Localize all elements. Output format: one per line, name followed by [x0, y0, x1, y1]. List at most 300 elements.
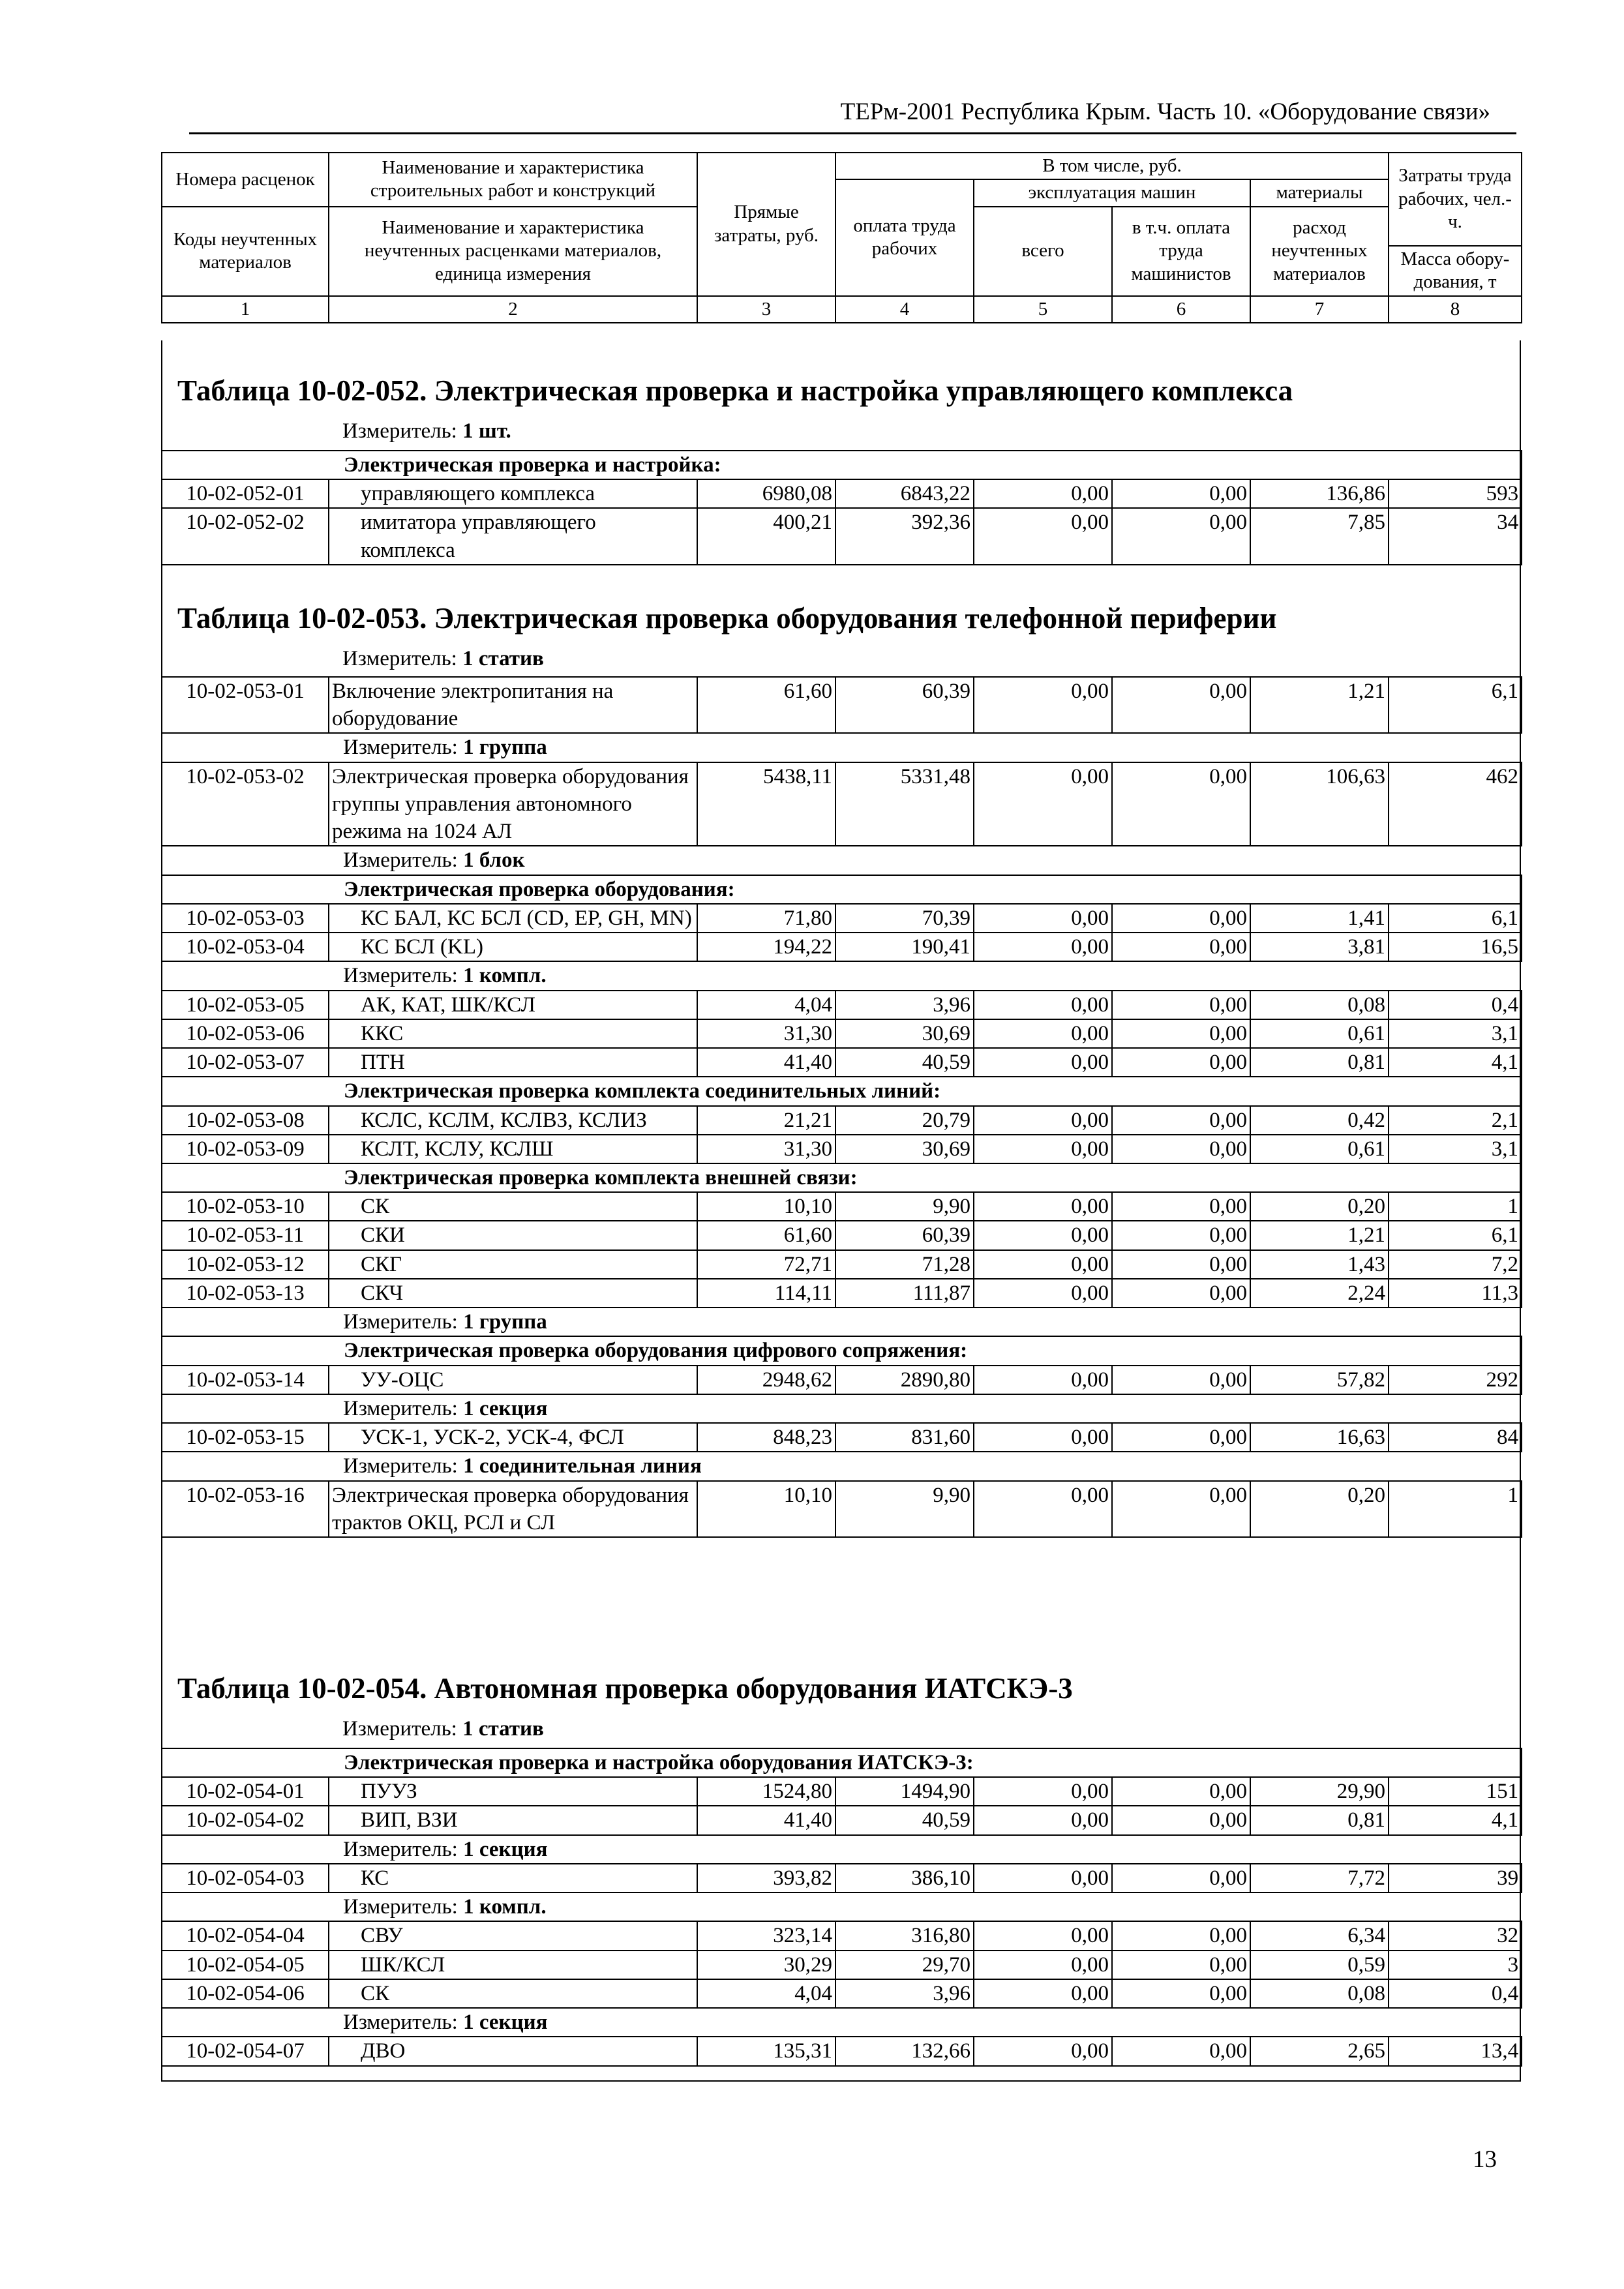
labor-hours: 6,1 [1389, 1221, 1522, 1249]
work-name: ШК/КСЛ [329, 1951, 697, 1979]
work-name: КСЛТ, КСЛУ, КСЛШ [329, 1135, 697, 1163]
work-name: Включение электропитания на оборудование [329, 677, 697, 733]
machinist-pay: 0,00 [1112, 1192, 1250, 1221]
rate-code: 10-02-052-02 [162, 508, 329, 564]
labor-hours: 292 [1389, 1366, 1522, 1394]
work-name: КС БАЛ, КС БСЛ (CD, EP, GH, MN) [329, 904, 697, 933]
labor-hours: 2,1 [1389, 1106, 1522, 1135]
machines-total: 0,00 [974, 1192, 1112, 1221]
materials: 136,86 [1250, 479, 1389, 508]
labor-pay: 3,96 [835, 1979, 974, 2008]
col-6-header: в т.ч. оплата труда машинистов [1112, 207, 1250, 296]
rate-code: 10-02-054-02 [162, 1806, 329, 1834]
rate-code: 10-02-053-13 [162, 1279, 329, 1308]
labor-hours: 84 [1389, 1423, 1522, 1452]
col-2-header-bottom: Наименование и характеристика неучтенных расценками материалов, единица измерения [329, 207, 697, 296]
machinist-pay: 0,00 [1112, 1135, 1250, 1163]
rate-code: 10-02-053-16 [162, 1481, 329, 1537]
table-row [162, 991, 1522, 1019]
labor-pay: 71,28 [835, 1250, 974, 1279]
labor-pay: 3,96 [835, 991, 974, 1019]
rate-code: 10-02-053-10 [162, 1192, 329, 1221]
measure-label: Измеритель: [343, 1454, 458, 1478]
table-row [162, 1019, 1522, 1048]
measure-row [162, 1893, 1522, 1921]
direct-costs: 400,21 [697, 508, 835, 564]
direct-costs: 848,23 [697, 1423, 835, 1452]
table-row [162, 762, 1522, 846]
machinist-pay: 0,00 [1112, 1019, 1250, 1048]
group-row [162, 1077, 1522, 1105]
measure-line [342, 1717, 544, 1741]
labor-pay: 5331,48 [835, 762, 974, 846]
labor-pay: 9,90 [835, 1192, 974, 1221]
direct-costs: 10,10 [697, 1481, 835, 1537]
measure-row [162, 733, 1522, 762]
machinist-pay: 0,00 [1112, 677, 1250, 733]
machinist-pay: 0,00 [1112, 479, 1250, 508]
labor-hours: 1 [1389, 1192, 1522, 1221]
machines-total: 0,00 [974, 1250, 1112, 1279]
materials: 2,65 [1250, 2037, 1389, 2065]
rate-code: 10-02-052-01 [162, 479, 329, 508]
machinist-pay: 0,00 [1112, 1979, 1250, 2008]
measure-value: 1 секция [463, 2011, 548, 2035]
machinist-pay: 0,00 [1112, 2037, 1250, 2065]
labor-pay: 40,59 [835, 1806, 974, 1834]
machines-total: 0,00 [974, 1048, 1112, 1077]
work-name-text: имитатора управляющего комплекса [361, 511, 596, 562]
labor-pay: 60,39 [835, 677, 974, 733]
labor-pay: 30,69 [835, 1135, 974, 1163]
rate-code: 10-02-053-12 [162, 1250, 329, 1279]
direct-costs: 194,22 [697, 933, 835, 961]
group-label: Электрическая проверка комплекта соединительных линий: [162, 1077, 1522, 1105]
materials: 0,81 [1250, 1806, 1389, 1834]
col-number-6: 6 [1112, 296, 1250, 323]
direct-costs: 21,21 [697, 1106, 835, 1135]
labor-hours: 7,2 [1389, 1250, 1522, 1279]
direct-costs: 41,40 [697, 1048, 835, 1077]
rate-code: 10-02-053-11 [162, 1221, 329, 1249]
work-name: СКГ [329, 1250, 697, 1279]
direct-costs: 4,04 [697, 991, 835, 1019]
measure-label: Измеритель: [343, 736, 458, 760]
table-053 [161, 676, 1522, 1538]
machinist-pay: 0,00 [1112, 991, 1250, 1019]
table-row [162, 1864, 1522, 1893]
materials: 16,63 [1250, 1423, 1389, 1452]
machinist-pay: 0,00 [1112, 933, 1250, 961]
labor-pay: 190,41 [835, 933, 974, 961]
table-row [162, 677, 1522, 733]
rate-code: 10-02-053-09 [162, 1135, 329, 1163]
materials: 1,21 [1250, 1221, 1389, 1249]
table-052 [161, 450, 1522, 565]
rate-code: 10-02-054-04 [162, 1921, 329, 1950]
work-name: ККС [329, 1019, 697, 1048]
table-row [162, 1048, 1522, 1077]
measure-label: Измеритель: [343, 1310, 458, 1334]
labor-hours: 32 [1389, 1921, 1522, 1950]
col-number-8: 8 [1389, 296, 1522, 323]
table-row [162, 1366, 1522, 1394]
measure-row [162, 1308, 1522, 1336]
group-label: Электрическая проверка оборудования: [162, 875, 1522, 904]
materials: 6,34 [1250, 1921, 1389, 1950]
measure-label: Измеритель: [343, 964, 458, 988]
table-row [162, 1777, 1522, 1806]
section-title-054: Таблица 10-02-054. Автономная проверка оборудования ИАТСКЭ-3 [177, 1672, 1073, 1705]
table-row [162, 1279, 1522, 1308]
group-row [162, 875, 1522, 904]
rate-code: 10-02-054-01 [162, 1777, 329, 1806]
direct-costs: 5438,11 [697, 762, 835, 846]
measure-label: Измеритель: [342, 1717, 457, 1741]
table-row [162, 1221, 1522, 1249]
work-name: УУ-ОЦС [329, 1366, 697, 1394]
materials: 0,61 [1250, 1135, 1389, 1163]
table-row [162, 1951, 1522, 1979]
materials: 0,81 [1250, 1048, 1389, 1077]
table-row [162, 1979, 1522, 2008]
direct-costs: 323,14 [697, 1921, 835, 1950]
labor-hours: 3,1 [1389, 1135, 1522, 1163]
machinist-pay: 0,00 [1112, 1221, 1250, 1249]
direct-costs: 393,82 [697, 1864, 835, 1893]
labor-hours: 151 [1389, 1777, 1522, 1806]
measure-value: 1 компл. [463, 1895, 547, 1919]
materials: 7,72 [1250, 1864, 1389, 1893]
col-8-header-top: Затраты труда рабочих, чел.-ч. [1389, 153, 1522, 246]
machinist-pay: 0,00 [1112, 1481, 1250, 1537]
labor-hours: 4,1 [1389, 1048, 1522, 1077]
work-name: АК, КАТ, ШК/КСЛ [329, 991, 697, 1019]
direct-costs: 2948,62 [697, 1366, 835, 1394]
col-2-header-top: Наименование и характеристика строительных работ и конструкций [329, 153, 697, 207]
measure-row [162, 961, 1522, 990]
rate-code: 10-02-053-05 [162, 991, 329, 1019]
labor-pay: 132,66 [835, 2037, 974, 2065]
work-name: УСК-1, УСК-2, УСК-4, ФСЛ [329, 1423, 697, 1452]
measure-row [162, 1394, 1522, 1423]
labor-pay: 30,69 [835, 1019, 974, 1048]
incl-header: В том числе, руб. [835, 153, 1389, 179]
machinist-pay: 0,00 [1112, 1806, 1250, 1834]
rate-code: 10-02-053-03 [162, 904, 329, 933]
measure-row [162, 1452, 1522, 1480]
labor-hours: 0,4 [1389, 991, 1522, 1019]
rate-code: 10-02-053-08 [162, 1106, 329, 1135]
running-header: ТЕРм-2001 Республика Крым. Часть 10. «Оборудование связи» [840, 98, 1490, 125]
materials: 1,43 [1250, 1250, 1389, 1279]
labor-hours: 13,4 [1389, 2037, 1522, 2065]
labor-pay: 29,70 [835, 1951, 974, 1979]
table-row [162, 933, 1522, 961]
machines-total: 0,00 [974, 1135, 1112, 1163]
column-header-table [161, 152, 1522, 323]
measure-label: Измеритель: [342, 419, 457, 443]
direct-costs: 61,60 [697, 1221, 835, 1249]
measure-value: 1 секция [463, 1396, 548, 1420]
materials: 0,20 [1250, 1192, 1389, 1221]
labor-pay: 386,10 [835, 1864, 974, 1893]
header-rule [189, 132, 1516, 134]
group-label: Электрическая проверка и настройка: [162, 451, 1522, 479]
col-number-3: 3 [697, 296, 835, 323]
work-name: СКЧ [329, 1279, 697, 1308]
machinist-pay: 0,00 [1112, 1864, 1250, 1893]
labor-pay: 60,39 [835, 1221, 974, 1249]
materials: 7,85 [1250, 508, 1389, 564]
table-row [162, 479, 1522, 508]
labor-hours: 3 [1389, 1951, 1522, 1979]
rate-code: 10-02-053-15 [162, 1423, 329, 1452]
table-054 [161, 1748, 1522, 2067]
labor-hours: 0,4 [1389, 1979, 1522, 2008]
measure-value: 1 компл. [463, 964, 547, 988]
machinist-pay: 0,00 [1112, 1048, 1250, 1077]
page-number: 13 [1473, 2146, 1497, 2173]
work-name: ПУУЗ [329, 1777, 697, 1806]
table-row [162, 1921, 1522, 1950]
materials: 0,61 [1250, 1019, 1389, 1048]
work-name: Электрическая проверка оборудования трактов ОКЦ, РСЛ и СЛ [329, 1481, 697, 1537]
machines-total: 0,00 [974, 762, 1112, 846]
rate-code: 10-02-053-14 [162, 1366, 329, 1394]
direct-costs: 10,10 [697, 1192, 835, 1221]
group-row [162, 1336, 1522, 1365]
col-number-7: 7 [1250, 296, 1389, 323]
measure-label: Измеритель: [342, 647, 457, 670]
machines-total: 0,00 [974, 1921, 1112, 1950]
materials: 0,08 [1250, 1979, 1389, 2008]
measure-value: 1 соединительная линия [463, 1454, 702, 1478]
work-name: СК [329, 1192, 697, 1221]
table-row [162, 1423, 1522, 1452]
rate-code: 10-02-054-06 [162, 1979, 329, 2008]
work-name: КС БСЛ (KL) [329, 933, 697, 961]
measure-value: 1 группа [463, 1310, 547, 1334]
labor-hours: 6,1 [1389, 677, 1522, 733]
machines-total: 0,00 [974, 1221, 1112, 1249]
materials: 0,42 [1250, 1106, 1389, 1135]
labor-hours: 34 [1389, 508, 1522, 564]
machines-total: 0,00 [974, 1864, 1112, 1893]
machines-total: 0,00 [974, 479, 1112, 508]
work-name: ВИП, ВЗИ [329, 1806, 697, 1834]
labor-pay: 392,36 [835, 508, 974, 564]
labor-pay: 9,90 [835, 1481, 974, 1537]
machines-total: 0,00 [974, 1366, 1112, 1394]
machinist-pay: 0,00 [1112, 508, 1250, 564]
labor-hours: 593 [1389, 479, 1522, 508]
labor-hours: 4,1 [1389, 1806, 1522, 1834]
materials: 2,24 [1250, 1279, 1389, 1308]
measure-label: Измеритель: [343, 1396, 458, 1420]
table-row [162, 1106, 1522, 1135]
direct-costs: 114,11 [697, 1279, 835, 1308]
materials: 1,21 [1250, 677, 1389, 733]
machinist-pay: 0,00 [1112, 1777, 1250, 1806]
table-row [162, 1135, 1522, 1163]
work-name: КСЛС, КСЛМ, КСЛВЗ, КСЛИЗ [329, 1106, 697, 1135]
machines-total: 0,00 [974, 1979, 1112, 2008]
measure-value: 1 секция [463, 1837, 548, 1861]
labor-pay: 831,60 [835, 1423, 974, 1452]
col-8-header-bottom: Масса обору-дования, т [1389, 246, 1522, 296]
labor-pay: 1494,90 [835, 1777, 974, 1806]
machines-total: 0,00 [974, 1019, 1112, 1048]
labor-pay: 6843,22 [835, 479, 974, 508]
work-name: СКИ [329, 1221, 697, 1249]
machines-total: 0,00 [974, 2037, 1112, 2065]
materials: 0,08 [1250, 991, 1389, 1019]
rate-code: 10-02-053-02 [162, 762, 329, 846]
measure-line [342, 647, 544, 671]
labor-hours: 11,3 [1389, 1279, 1522, 1308]
rate-code: 10-02-053-01 [162, 677, 329, 733]
machinist-pay: 0,00 [1112, 904, 1250, 933]
work-name: Электрическая проверка оборудования группы управления автономного режима на 1024 АЛ [329, 762, 697, 846]
col-7-header: расход неучтенных материалов [1250, 207, 1389, 296]
machines-total: 0,00 [974, 933, 1112, 961]
machines-total: 0,00 [974, 904, 1112, 933]
table-row [162, 1481, 1522, 1537]
col-1-header-top: Номера расценок [162, 153, 329, 207]
measure-row [162, 1835, 1522, 1864]
measure-value: 1 блок [463, 848, 525, 873]
direct-costs: 4,04 [697, 1979, 835, 2008]
materials: 106,63 [1250, 762, 1389, 846]
materials: 0,59 [1250, 1951, 1389, 1979]
direct-costs: 30,29 [697, 1951, 835, 1979]
group-label: Электрическая проверка оборудования цифрового сопряжения: [162, 1336, 1522, 1365]
machinist-pay: 0,00 [1112, 1423, 1250, 1452]
rate-code: 10-02-053-07 [162, 1048, 329, 1077]
work-name: ДВО [329, 2037, 697, 2065]
work-name: ПТН [329, 1048, 697, 1077]
machines-total: 0,00 [974, 677, 1112, 733]
direct-costs: 31,30 [697, 1135, 835, 1163]
machines-total: 0,00 [974, 1951, 1112, 1979]
materials: 1,41 [1250, 904, 1389, 933]
machinist-pay: 0,00 [1112, 1951, 1250, 1979]
table-row [162, 1250, 1522, 1279]
rate-code: 10-02-054-03 [162, 1864, 329, 1893]
labor-pay: 40,59 [835, 1048, 974, 1077]
materials: 3,81 [1250, 933, 1389, 961]
direct-costs: 41,40 [697, 1806, 835, 1834]
measure-value: 1 статив [462, 1717, 544, 1741]
group-row [162, 1748, 1522, 1777]
direct-costs: 6980,08 [697, 479, 835, 508]
group-label: Электрическая проверка и настройка оборудования ИАТСКЭ-3: [162, 1748, 1522, 1777]
labor-hours: 39 [1389, 1864, 1522, 1893]
measure-label: Измеритель: [343, 1837, 458, 1861]
group-label: Электрическая проверка комплекта внешней связи: [162, 1163, 1522, 1192]
col-number-4: 4 [835, 296, 974, 323]
group-row [162, 451, 1522, 479]
machines-header: эксплуатация машин [974, 179, 1250, 206]
labor-hours: 16,5 [1389, 933, 1522, 961]
machines-total: 0,00 [974, 1423, 1112, 1452]
col-number-1: 1 [162, 296, 329, 323]
machines-total: 0,00 [974, 1777, 1112, 1806]
col-1-header-bottom: Коды неучтенных материалов [162, 207, 329, 296]
materials: 0,20 [1250, 1481, 1389, 1537]
measure-row [162, 2008, 1522, 2037]
machines-total: 0,00 [974, 1481, 1112, 1537]
measure-label: Измеритель: [343, 1895, 458, 1919]
materials: 57,82 [1250, 1366, 1389, 1394]
machinist-pay: 0,00 [1112, 1366, 1250, 1394]
col-number-2: 2 [329, 296, 697, 323]
measure-value: 1 группа [463, 736, 547, 760]
rate-code: 10-02-053-04 [162, 933, 329, 961]
machines-total: 0,00 [974, 1806, 1112, 1834]
table-row [162, 508, 1522, 564]
labor-hours: 462 [1389, 762, 1522, 846]
measure-row [162, 846, 1522, 875]
machinist-pay: 0,00 [1112, 1250, 1250, 1279]
measure-line [342, 419, 511, 443]
machinist-pay: 0,00 [1112, 1106, 1250, 1135]
table-row [162, 904, 1522, 933]
machinist-pay: 0,00 [1112, 762, 1250, 846]
labor-hours: 6,1 [1389, 904, 1522, 933]
direct-costs: 71,80 [697, 904, 835, 933]
work-name: СВУ [329, 1921, 697, 1950]
machinist-pay: 0,00 [1112, 1921, 1250, 1950]
work-name [329, 508, 697, 564]
direct-costs: 135,31 [697, 2037, 835, 2065]
col-number-5: 5 [974, 296, 1112, 323]
section-title-052: Таблица 10-02-052. Электрическая проверка и настройка управляющего комплекса [177, 374, 1293, 407]
labor-pay: 111,87 [835, 1279, 974, 1308]
materials-header: материалы [1250, 179, 1389, 206]
machines-total: 0,00 [974, 1279, 1112, 1308]
machines-total: 0,00 [974, 1106, 1112, 1135]
materials: 29,90 [1250, 1777, 1389, 1806]
labor-pay: 70,39 [835, 904, 974, 933]
direct-costs: 31,30 [697, 1019, 835, 1048]
machines-total: 0,00 [974, 991, 1112, 1019]
labor-pay: 20,79 [835, 1106, 974, 1135]
direct-costs: 61,60 [697, 677, 835, 733]
labor-hours: 3,1 [1389, 1019, 1522, 1048]
machinist-pay: 0,00 [1112, 1279, 1250, 1308]
table-row [162, 1806, 1522, 1834]
measure-label: Измеритель: [343, 2011, 458, 2035]
labor-pay: 2890,80 [835, 1366, 974, 1394]
col-3-header: Прямые затраты, руб. [697, 153, 835, 296]
direct-costs: 1524,80 [697, 1777, 835, 1806]
section-title-053: Таблица 10-02-053. Электрическая проверка оборудования телефонной периферии [177, 602, 1277, 635]
measure-label: Измеритель: [343, 848, 458, 873]
direct-costs: 72,71 [697, 1250, 835, 1279]
labor-hours: 1 [1389, 1481, 1522, 1537]
rate-code: 10-02-054-05 [162, 1951, 329, 1979]
table-row [162, 2037, 1522, 2065]
labor-pay: 316,80 [835, 1921, 974, 1950]
rate-code: 10-02-054-07 [162, 2037, 329, 2065]
measure-value: 1 шт. [462, 419, 511, 443]
work-name: управляющего комплекса [329, 479, 697, 508]
col-5-header: всего [974, 207, 1112, 296]
table-row [162, 1192, 1522, 1221]
rate-code: 10-02-053-06 [162, 1019, 329, 1048]
